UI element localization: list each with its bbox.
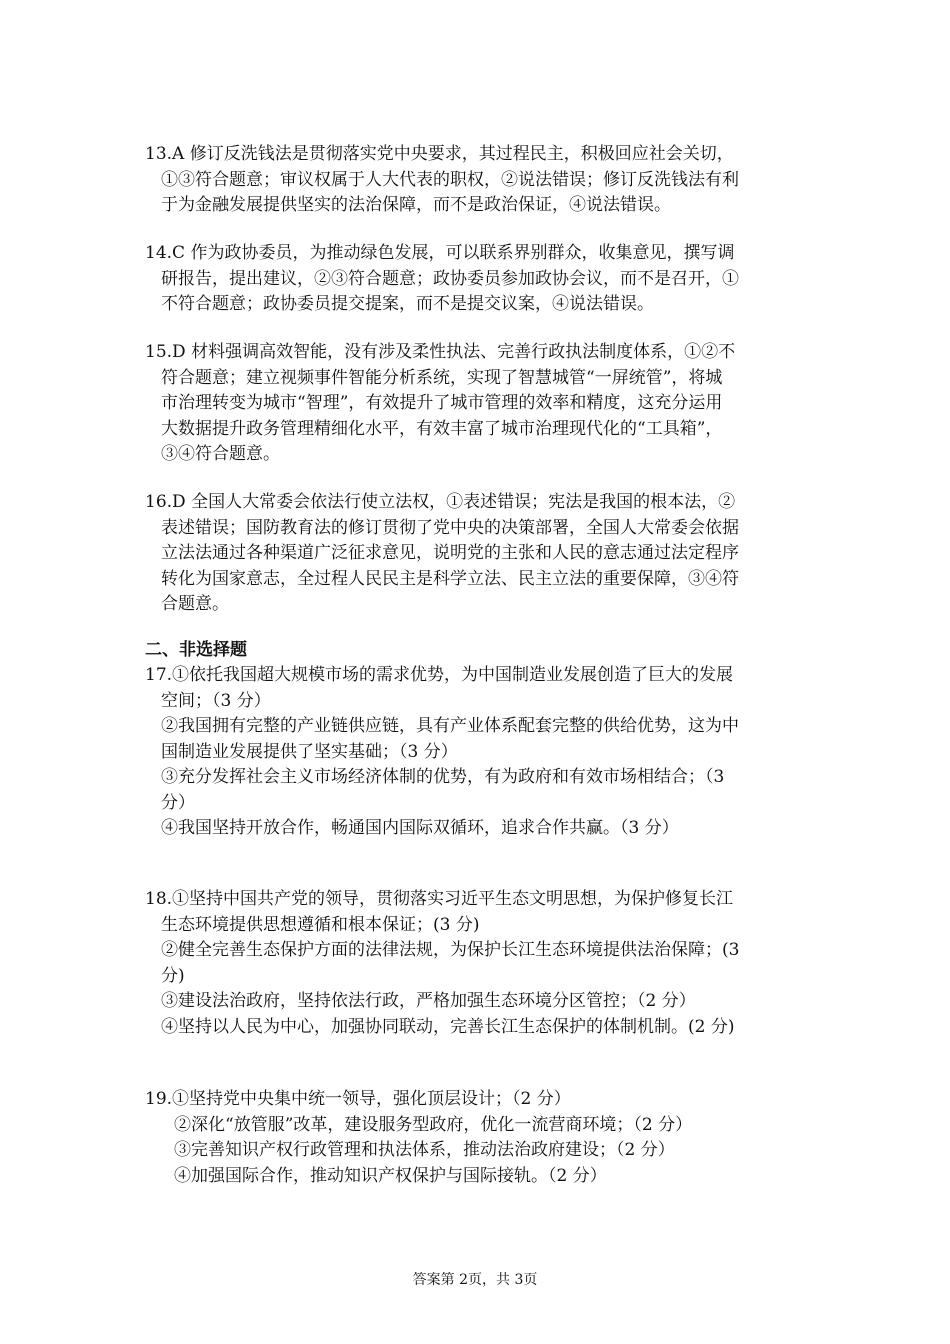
answer-14 <box>145 241 815 318</box>
answer-15 <box>145 340 815 468</box>
answer-18-line: ③建设法治政府，坚持依法行政，严格加强生态环境分区管控；（2 分） <box>161 991 696 1011</box>
answer-18-line: ④坚持以人民为中心，加强协同联动，完善长江生态保护的体制机制。(2 分) <box>161 1016 735 1037</box>
answer-17 <box>145 663 815 842</box>
answer-19 <box>145 1087 815 1189</box>
answer-14-line: 不符合题意；政协委员提交提案，而不是提交议案，④说法错误。 <box>161 294 654 314</box>
answer-18-line: 18.①坚持中国共产党的领导，贯彻落实习近平生态文明思想，为保护修复长江 <box>145 889 734 909</box>
answer-16-line: 16.D 全国人大常委会依法行使立法权，①表述错误；宪法是我国的根本法，② <box>145 492 736 512</box>
answer-15-line: 符合题意；建立视频事件智能分析系统，实现了智慧城管“一屏统管”，将城 <box>161 367 723 388</box>
answer-16 <box>145 490 815 618</box>
answer-17-line: 国制造业发展提供了坚实基础；（3 分） <box>161 741 458 762</box>
answer-15-line: 大数据提升政务管理精细化水平，有效丰富了城市治理现代化的“工具箱”， <box>161 418 723 439</box>
answer-17-line: 分） <box>161 792 195 813</box>
answer-17-line: ②我国拥有完整的产业链供应链，具有产业体系配套完整的供给优势，这为中 <box>161 716 739 736</box>
answer-18-line: ②健全完善生态保护方面的法律法规，为保护长江生态环境提供法治保障；(3 <box>161 940 740 960</box>
answer-13-line: ①③符合题意；审议权属于人大代表的职权，②说法错误；修订反洗钱法有利 <box>161 169 739 190</box>
section-heading: 二、非选择题 <box>145 640 247 660</box>
answer-19-line: ④加强国际合作，推动知识产权保护与国际接轨。（2 分） <box>174 1165 607 1186</box>
answer-16-line: 转化为国家意志，全过程人民民主是科学立法、民主立法的重要保障，③④符 <box>161 568 739 589</box>
answer-17-line: ④我国坚持开放合作，畅通国内国际双循环，追求合作共赢。（3 分） <box>161 818 679 838</box>
answer-14-line: 研报告，提出建议，②③符合题意；政协委员参加政协会议，而不是召开，① <box>161 268 739 289</box>
answer-14-line: 14.C 作为政协委员，为推动绿色发展，可以联系界别群众，收集意见，撰写调 <box>145 243 735 263</box>
answer-15-line: 市治理转变为城市“智理”，有效提升了城市管理的效率和精度，这充分运用 <box>161 393 723 413</box>
answer-13-line: 13.A 修订反洗钱法是贯彻落实党中央要求，其过程民主，积极回应社会关切， <box>145 144 734 164</box>
answer-18-line: 生态环境提供思想遵循和根本保证；(3 分) <box>161 914 480 935</box>
answer-19-line: 19.①坚持党中央集中统一领导，强化顶层设计；（2 分） <box>145 1089 571 1109</box>
answer-17-line: 空间；（3 分） <box>161 690 271 711</box>
page-footer: 答案第 2页，共 3页 <box>412 1272 538 1288</box>
answer-18-line: 分) <box>161 965 185 986</box>
answer-17-line: ③充分发挥社会主义市场经济体制的优势，有为政府和有效市场相结合；（3 <box>161 767 725 787</box>
answer-19-line: ②深化“放管服”改革，建设服务型政府，优化一流营商环境；（2 分） <box>174 1114 693 1135</box>
answer-16-line: 表述错误；国防教育法的修订贯彻了党中央的决策部署，全国人大常委会依据 <box>161 517 739 538</box>
answer-15-line: ③④符合题意。 <box>161 444 280 464</box>
answer-19-line: ③完善知识产权行政管理和执法体系，推动法治政府建设；（2 分） <box>174 1140 675 1160</box>
answer-15-line: 15.D 材料强调高效智能，没有涉及柔性执法、完善行政执法制度体系，①②不 <box>145 342 736 362</box>
answer-16-line: 立法法通过各种渠道广泛征求意见，说明党的主张和人民的意志通过法定程序 <box>161 543 739 563</box>
answer-16-line: 合题意。 <box>161 594 229 614</box>
answer-18 <box>145 887 815 1040</box>
answer-17-line: 17.①依托我国超大规模市场的需求优势，为中国制造业发展创造了巨大的发展 <box>145 665 734 685</box>
answer-13 <box>145 142 815 219</box>
answer-13-line: 于为金融发展提供坚实的法治保障，而不是政治保证，④说法错误。 <box>161 195 671 215</box>
